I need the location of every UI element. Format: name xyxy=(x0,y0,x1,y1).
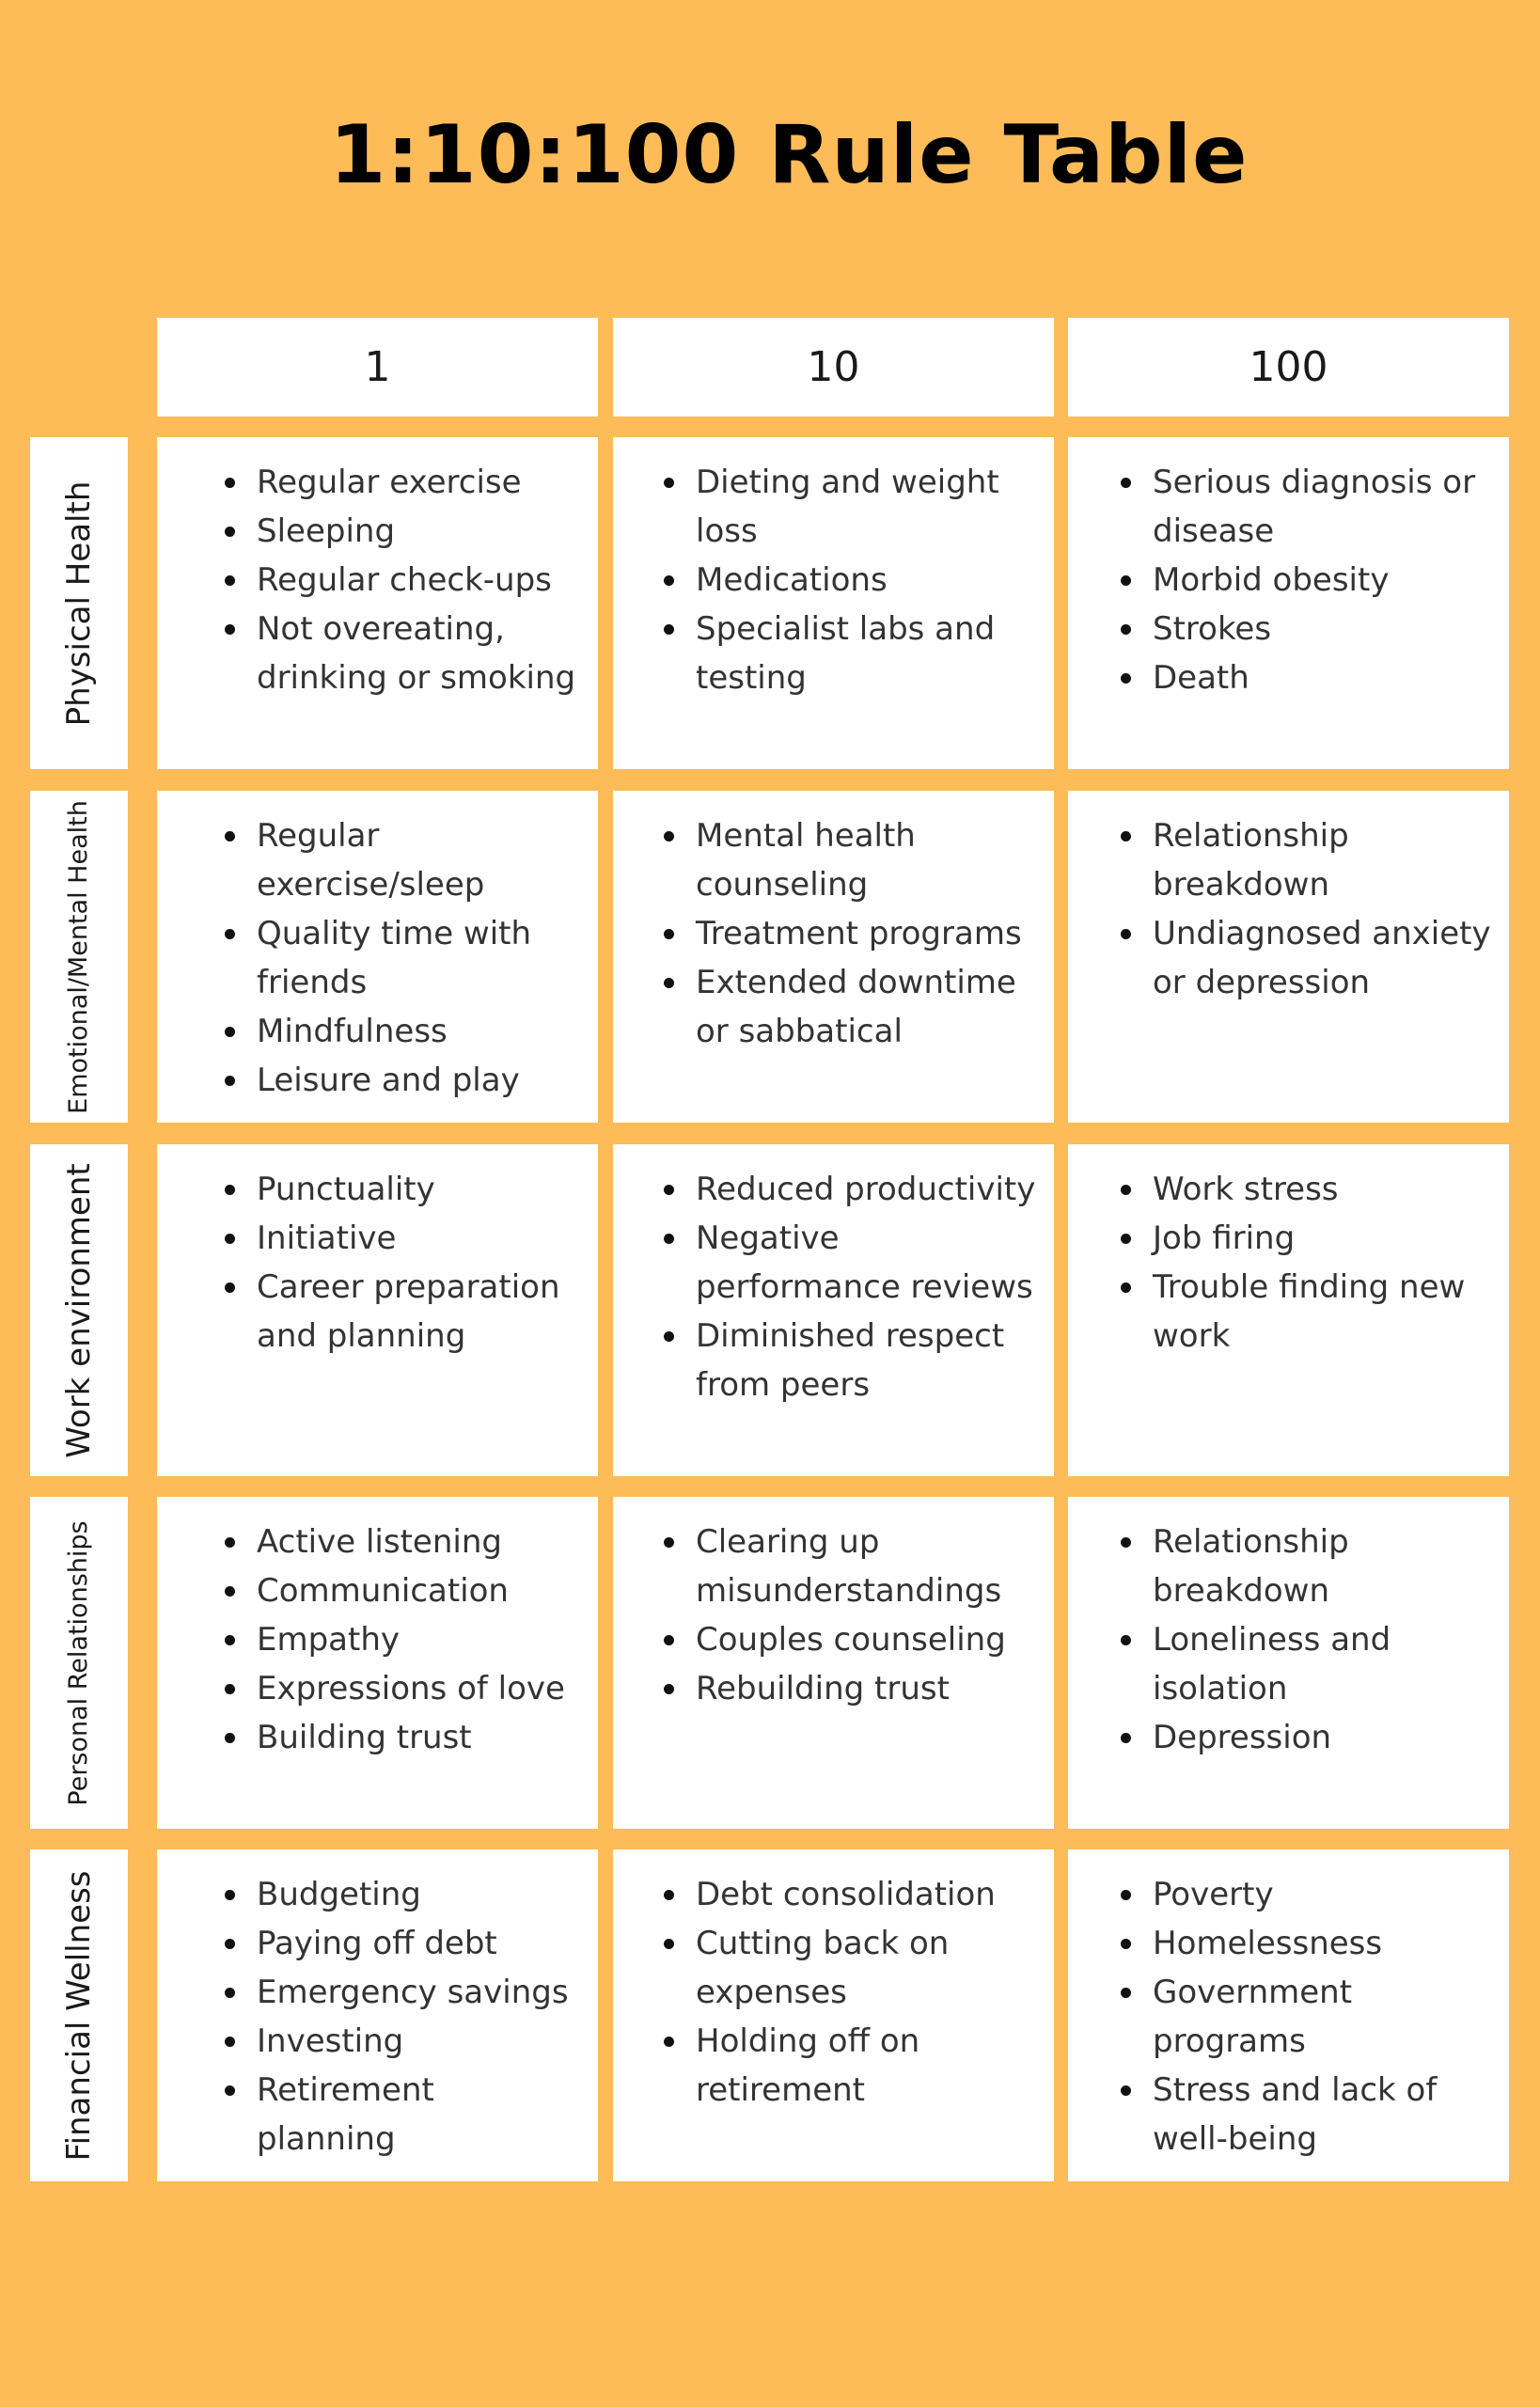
list-item xyxy=(257,1165,576,1214)
bullet-icon xyxy=(664,478,674,488)
list-item xyxy=(696,958,1044,1056)
bullet-icon xyxy=(225,478,235,488)
bullet-icon xyxy=(225,929,235,939)
list-item-text: Medications xyxy=(696,561,888,599)
list-item xyxy=(257,2017,576,2066)
bullet-icon xyxy=(225,1586,235,1597)
list-item-text: Paying off debt xyxy=(257,1925,497,1962)
list-item xyxy=(257,507,576,556)
list-item xyxy=(1153,1919,1501,1968)
bullet-icon xyxy=(664,929,674,939)
list-item xyxy=(257,556,576,605)
bullet-list xyxy=(696,1870,1044,2115)
list-item-text: Dieting and weight loss xyxy=(696,464,999,550)
list-item xyxy=(257,605,576,702)
list-item-text: Holding off on retirement xyxy=(696,2022,920,2109)
list-item-text: Serious diagnosis or disease xyxy=(1153,464,1476,550)
list-item xyxy=(257,1713,576,1762)
table-cell-physical-health-1 xyxy=(157,437,598,769)
list-item-text: Trouble finding new work xyxy=(1153,1268,1466,1355)
list-item-text: Debt consolidation xyxy=(696,1876,996,1913)
list-item xyxy=(1153,1214,1501,1263)
table-cell-emotional-mental-health-10 xyxy=(613,791,1054,1123)
bullet-list xyxy=(257,1870,576,2163)
list-item-text: Reduced productivity xyxy=(696,1171,1036,1208)
list-item xyxy=(696,1615,1044,1664)
list-item xyxy=(696,605,1044,702)
list-item xyxy=(696,811,1044,909)
bullet-list xyxy=(1153,1165,1501,1361)
bullet-icon xyxy=(225,575,235,586)
list-item xyxy=(1153,556,1501,605)
list-item-text: Government programs xyxy=(1153,1974,1353,2060)
row-label-text: Emotional/Mental Health xyxy=(64,799,93,1114)
list-item-text: Specialist labs and testing xyxy=(696,610,996,697)
list-item xyxy=(1153,811,1501,909)
list-item-text: Depression xyxy=(1153,1719,1332,1756)
table-cell-personal-relationships-1 xyxy=(157,1497,598,1829)
bullet-icon xyxy=(664,1939,674,1949)
table-cell-work-environment-10 xyxy=(613,1144,1054,1476)
list-item-text: Active listening xyxy=(257,1523,502,1561)
list-item-text: Negative performance reviews xyxy=(696,1219,1033,1306)
list-item xyxy=(257,811,576,909)
list-item xyxy=(257,2066,576,2163)
row-label-financial-wellness xyxy=(30,1849,128,2181)
bullet-icon xyxy=(1121,624,1131,635)
table-cell-financial-wellness-1 xyxy=(157,1849,598,2181)
bullet-icon xyxy=(664,1234,674,1244)
list-item xyxy=(257,909,576,1007)
list-item-text: Punctuality xyxy=(257,1171,435,1208)
list-item-text: Regular exercise/sleep xyxy=(257,817,485,904)
bullet-icon xyxy=(664,1185,674,1195)
bullet-icon xyxy=(225,527,235,537)
list-item-text: Investing xyxy=(257,2022,404,2060)
list-item-text: Strokes xyxy=(1153,610,1272,648)
bullet-list xyxy=(696,1165,1044,1409)
row-label-physical-health xyxy=(30,437,128,769)
list-item-text: Work stress xyxy=(1153,1171,1339,1208)
list-item xyxy=(257,1518,576,1566)
list-item xyxy=(1153,1518,1501,1615)
row-label-text: Personal Relationships xyxy=(64,1519,93,1806)
list-item-text: Sleeping xyxy=(257,512,396,550)
list-item-text: Relationship breakdown xyxy=(1153,1523,1349,1610)
bullet-icon xyxy=(225,1988,235,1998)
list-item-text: Treatment programs xyxy=(696,915,1022,952)
bullet-icon xyxy=(1121,1635,1131,1645)
bullet-icon xyxy=(664,1635,674,1645)
list-item-text: Quality time with friends xyxy=(257,915,532,1001)
bullet-icon xyxy=(664,1684,674,1694)
bullet-icon xyxy=(1121,929,1131,939)
list-item xyxy=(696,1312,1044,1409)
list-item-text: Relationship breakdown xyxy=(1153,817,1349,904)
list-item-text: Couples counseling xyxy=(696,1621,1006,1659)
bullet-list xyxy=(696,458,1044,702)
bullet-list xyxy=(1153,1870,1501,2163)
list-item xyxy=(1153,1968,1501,2066)
list-item-text: Building trust xyxy=(257,1719,472,1756)
list-item xyxy=(696,1214,1044,1312)
row-label-text: Financial Wellness xyxy=(60,1869,98,2162)
bullet-list xyxy=(1153,458,1501,702)
bullet-icon xyxy=(1121,1988,1131,1998)
bullet-icon xyxy=(1121,1185,1131,1195)
table-cell-work-environment-100 xyxy=(1068,1144,1509,1476)
list-item xyxy=(696,2017,1044,2115)
bullet-icon xyxy=(225,1939,235,1949)
list-item xyxy=(1153,653,1501,702)
row-label-text: Physical Health xyxy=(60,480,98,726)
list-item xyxy=(696,1870,1044,1919)
bullet-icon xyxy=(1121,1939,1131,1949)
bullet-list xyxy=(257,1165,576,1361)
list-item xyxy=(1153,909,1501,1007)
bullet-icon xyxy=(1121,575,1131,586)
list-item xyxy=(1153,1713,1501,1762)
list-item-text: Career preparation and planning xyxy=(257,1268,560,1355)
list-item-text: Morbid obesity xyxy=(1153,561,1390,599)
list-item xyxy=(257,1263,576,1361)
list-item-text: Loneliness and isolation xyxy=(1153,1621,1391,1707)
row-label-emotional-mental-health xyxy=(30,791,128,1123)
list-item-text: Expressions of love xyxy=(257,1670,565,1707)
list-item xyxy=(696,1518,1044,1615)
list-item xyxy=(257,1870,576,1919)
bullet-list xyxy=(696,811,1044,1056)
bullet-icon xyxy=(664,1537,674,1548)
table-cell-physical-health-10 xyxy=(613,437,1054,769)
bullet-icon xyxy=(664,1890,674,1900)
list-item xyxy=(1153,605,1501,653)
list-item-text: Undiagnosed anxiety or depression xyxy=(1153,915,1491,1001)
list-item xyxy=(696,1165,1044,1214)
bullet-icon xyxy=(664,978,674,988)
list-item xyxy=(696,1919,1044,2017)
bullet-icon xyxy=(664,575,674,586)
list-item xyxy=(1153,1615,1501,1713)
bullet-icon xyxy=(225,1027,235,1037)
bullet-icon xyxy=(225,831,235,842)
column-header-10: 10 xyxy=(613,318,1054,417)
column-header-100: 100 xyxy=(1068,318,1509,417)
list-item-text: Death xyxy=(1153,659,1249,697)
list-item xyxy=(696,1664,1044,1713)
list-item-text: Poverty xyxy=(1153,1876,1274,1913)
list-item-text: Empathy xyxy=(257,1621,401,1659)
list-item-text: Mental health counseling xyxy=(696,817,916,904)
bullet-icon xyxy=(225,1635,235,1645)
table-cell-emotional-mental-health-1 xyxy=(157,791,598,1123)
bullet-list xyxy=(1153,1518,1501,1762)
bullet-icon xyxy=(225,1282,235,1293)
bullet-icon xyxy=(225,1890,235,1900)
list-item xyxy=(1153,1263,1501,1361)
list-item xyxy=(257,1615,576,1664)
list-item xyxy=(1153,2066,1501,2163)
table-cell-personal-relationships-100 xyxy=(1068,1497,1509,1829)
list-item-text: Cutting back on expenses xyxy=(696,1925,950,2011)
list-item xyxy=(257,1919,576,1968)
list-item-text: Regular check-ups xyxy=(257,561,552,599)
list-item-text: Diminished respect from peers xyxy=(696,1317,1005,1404)
row-label-text: Work environment xyxy=(60,1162,98,1458)
table-cell-emotional-mental-health-100 xyxy=(1068,791,1509,1123)
bullet-icon xyxy=(225,2085,235,2096)
bullet-icon xyxy=(225,1733,235,1743)
list-item-text: Rebuilding trust xyxy=(696,1670,950,1707)
bullet-icon xyxy=(1121,1282,1131,1293)
bullet-icon xyxy=(1121,831,1131,842)
bullet-icon xyxy=(664,2037,674,2047)
list-item-text: Leisure and play xyxy=(257,1062,520,1099)
list-item-text: Communication xyxy=(257,1572,509,1610)
list-item-text: Not overeating, drinking or smoking xyxy=(257,610,576,697)
bullet-icon xyxy=(1121,673,1131,684)
list-item xyxy=(696,556,1044,605)
list-item-text: Budgeting xyxy=(257,1876,421,1913)
list-item xyxy=(1153,1165,1501,1214)
list-item-text: Retirement planning xyxy=(257,2071,434,2158)
list-item-text: Job firing xyxy=(1153,1219,1296,1257)
list-item xyxy=(257,458,576,507)
list-item xyxy=(257,1214,576,1263)
list-item xyxy=(257,1566,576,1615)
bullet-icon xyxy=(1121,1537,1131,1548)
bullet-icon xyxy=(225,1684,235,1694)
column-header-1: 1 xyxy=(157,318,598,417)
list-item-text: Emergency savings xyxy=(257,1974,569,2011)
table-cell-work-environment-1 xyxy=(157,1144,598,1476)
table-cell-financial-wellness-100 xyxy=(1068,1849,1509,2181)
row-label-personal-relationships xyxy=(30,1497,128,1829)
bullet-list xyxy=(257,458,576,702)
bullet-list xyxy=(1153,811,1501,1007)
list-item xyxy=(257,1968,576,2017)
bullet-icon xyxy=(225,2037,235,2047)
page-title: 1:10:100 Rule Table xyxy=(329,108,1249,202)
list-item xyxy=(1153,458,1501,556)
bullet-list xyxy=(257,811,576,1105)
list-item xyxy=(696,458,1044,556)
bullet-icon xyxy=(1121,1890,1131,1900)
bullet-icon xyxy=(664,1331,674,1342)
list-item-text: Mindfulness xyxy=(257,1013,448,1050)
list-item-text: Initiative xyxy=(257,1219,397,1257)
bullet-icon xyxy=(1121,1234,1131,1244)
list-item xyxy=(1153,1870,1501,1919)
bullet-icon xyxy=(1121,2085,1131,2096)
row-label-work-environment xyxy=(30,1144,128,1476)
bullet-icon xyxy=(225,1185,235,1195)
bullet-list xyxy=(696,1518,1044,1713)
bullet-icon xyxy=(664,624,674,635)
bullet-icon xyxy=(1121,478,1131,488)
list-item-text: Regular exercise xyxy=(257,464,522,501)
bullet-list xyxy=(257,1518,576,1762)
list-item xyxy=(696,909,1044,958)
bullet-icon xyxy=(225,1234,235,1244)
list-item-text: Extended downtime or sabbatical xyxy=(696,964,1016,1050)
table-cell-physical-health-100 xyxy=(1068,437,1509,769)
list-item xyxy=(257,1664,576,1713)
bullet-icon xyxy=(664,831,674,842)
list-item-text: Stress and lack of well-being xyxy=(1153,2071,1438,2158)
table-cell-financial-wellness-10 xyxy=(613,1849,1054,2181)
bullet-icon xyxy=(1121,1733,1131,1743)
list-item-text: Clearing up misunderstandings xyxy=(696,1523,1002,1610)
list-item-text: Homelessness xyxy=(1153,1925,1383,1962)
bullet-icon xyxy=(225,1537,235,1548)
bullet-icon xyxy=(225,1076,235,1086)
list-item xyxy=(257,1007,576,1056)
list-item xyxy=(257,1056,576,1105)
table-cell-personal-relationships-10 xyxy=(613,1497,1054,1829)
bullet-icon xyxy=(225,624,235,635)
